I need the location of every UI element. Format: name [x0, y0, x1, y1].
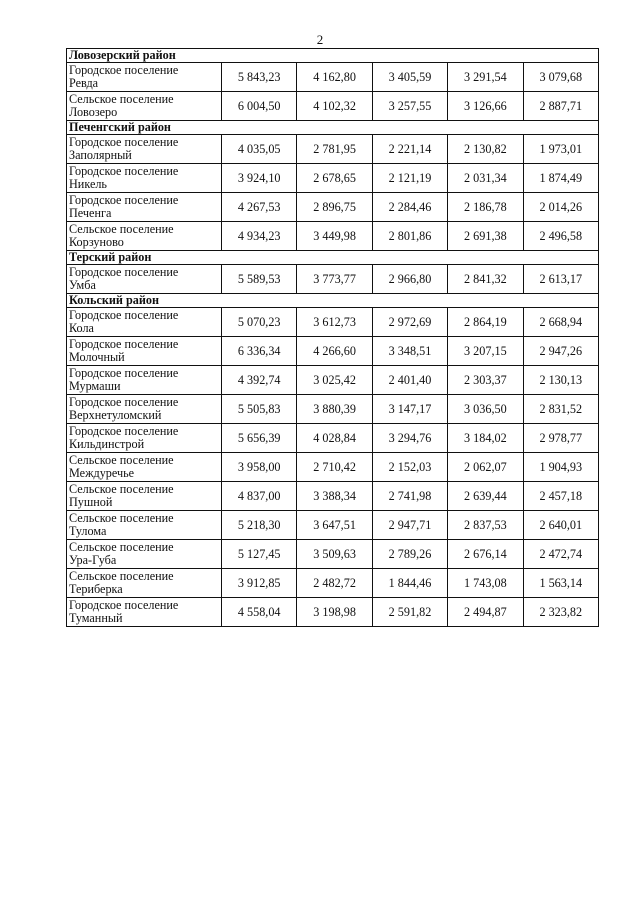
value-cell: 4 266,60 [297, 337, 372, 366]
settlement-name: Умба [69, 278, 96, 292]
value-cell: 2 801,86 [372, 222, 447, 251]
value-cell: 3 449,98 [297, 222, 372, 251]
value-cell: 4 162,80 [297, 63, 372, 92]
value-cell: 1 844,46 [372, 569, 447, 598]
value-cell: 2 639,44 [448, 482, 523, 511]
value-cell: 2 668,94 [523, 308, 598, 337]
value-cell: 2 676,14 [448, 540, 523, 569]
settlement-cell [67, 222, 222, 251]
district-name: Терский район [67, 251, 599, 265]
value-cell: 3 294,76 [372, 424, 447, 453]
settlements-table [66, 48, 599, 627]
value-cell: 2 613,17 [523, 265, 598, 294]
settlement-name: Мурмаши [69, 379, 121, 393]
value-cell: 2 130,13 [523, 366, 598, 395]
settlement-type: Городское поселение [69, 366, 179, 380]
table-row [67, 424, 599, 453]
settlement-cell [67, 453, 222, 482]
settlement-cell [67, 92, 222, 121]
settlement-cell [67, 164, 222, 193]
district-header-row [67, 251, 599, 265]
value-cell: 2 789,26 [372, 540, 447, 569]
settlement-cell [67, 424, 222, 453]
table-row [67, 511, 599, 540]
settlement-name: Пушной [69, 495, 113, 509]
table-row [67, 453, 599, 482]
table-body [67, 49, 599, 627]
value-cell: 2 972,69 [372, 308, 447, 337]
value-cell: 4 035,05 [222, 135, 297, 164]
value-cell: 2 031,34 [448, 164, 523, 193]
value-cell: 2 303,37 [448, 366, 523, 395]
settlement-type: Сельское поселение [69, 453, 174, 467]
value-cell: 5 656,39 [222, 424, 297, 453]
table-row [67, 135, 599, 164]
value-cell: 3 647,51 [297, 511, 372, 540]
value-cell: 2 591,82 [372, 598, 447, 627]
settlement-cell [67, 482, 222, 511]
settlement-type: Городское поселение [69, 395, 179, 409]
value-cell: 2 401,40 [372, 366, 447, 395]
value-cell: 2 130,82 [448, 135, 523, 164]
value-cell: 3 912,85 [222, 569, 297, 598]
settlement-name: Заполярный [69, 148, 132, 162]
settlement-cell [67, 337, 222, 366]
district-header-row [67, 121, 599, 135]
settlement-name: Ура-Губа [69, 553, 117, 567]
settlement-type: Сельское поселение [69, 569, 174, 583]
value-cell: 3 773,77 [297, 265, 372, 294]
value-cell: 2 864,19 [448, 308, 523, 337]
value-cell: 2 640,01 [523, 511, 598, 540]
value-cell: 3 405,59 [372, 63, 447, 92]
value-cell: 4 102,32 [297, 92, 372, 121]
value-cell: 2 691,38 [448, 222, 523, 251]
value-cell: 3 025,42 [297, 366, 372, 395]
settlement-type: Сельское поселение [69, 92, 174, 106]
value-cell: 2 121,19 [372, 164, 447, 193]
settlement-cell [67, 63, 222, 92]
value-cell: 2 014,26 [523, 193, 598, 222]
settlement-name: Ревда [69, 76, 99, 90]
value-cell: 2 947,26 [523, 337, 598, 366]
table-row [67, 164, 599, 193]
settlement-name: Молочный [69, 350, 125, 364]
value-cell: 5 070,23 [222, 308, 297, 337]
settlement-name: Териберка [69, 582, 123, 596]
value-cell: 5 127,45 [222, 540, 297, 569]
value-cell: 2 482,72 [297, 569, 372, 598]
value-cell: 2 837,53 [448, 511, 523, 540]
value-cell: 3 880,39 [297, 395, 372, 424]
value-cell: 1 973,01 [523, 135, 598, 164]
value-cell: 3 036,50 [448, 395, 523, 424]
settlement-type: Городское поселение [69, 63, 179, 77]
value-cell: 2 323,82 [523, 598, 598, 627]
settlement-type: Сельское поселение [69, 511, 174, 525]
value-cell: 1 874,49 [523, 164, 598, 193]
value-cell: 2 284,46 [372, 193, 447, 222]
value-cell: 2 494,87 [448, 598, 523, 627]
settlement-type: Сельское поселение [69, 482, 174, 496]
value-cell: 2 841,32 [448, 265, 523, 294]
table-row [67, 598, 599, 627]
table-row [67, 308, 599, 337]
settlement-type: Городское поселение [69, 308, 179, 322]
value-cell: 1 563,14 [523, 569, 598, 598]
value-cell: 2 496,58 [523, 222, 598, 251]
value-cell: 1 743,08 [448, 569, 523, 598]
value-cell: 4 837,00 [222, 482, 297, 511]
table-row [67, 540, 599, 569]
value-cell: 2 831,52 [523, 395, 598, 424]
settlement-name: Междуречье [69, 466, 135, 480]
table-row [67, 337, 599, 366]
settlement-name: Корзуново [69, 235, 124, 249]
district-header-row [67, 294, 599, 308]
value-cell: 3 257,55 [372, 92, 447, 121]
value-cell: 5 505,83 [222, 395, 297, 424]
settlement-type: Городское поселение [69, 265, 179, 279]
value-cell: 4 558,04 [222, 598, 297, 627]
value-cell: 2 457,18 [523, 482, 598, 511]
value-cell: 3 184,02 [448, 424, 523, 453]
value-cell: 2 887,71 [523, 92, 598, 121]
table-row [67, 193, 599, 222]
settlement-name: Верхнетуломский [69, 408, 162, 422]
settlement-type: Сельское поселение [69, 540, 174, 554]
district-name: Печенгский район [67, 121, 599, 135]
value-cell: 2 472,74 [523, 540, 598, 569]
settlement-name: Кола [69, 321, 94, 335]
value-cell: 2 152,03 [372, 453, 447, 482]
value-cell: 2 741,98 [372, 482, 447, 511]
settlement-type: Городское поселение [69, 164, 179, 178]
value-cell: 3 291,54 [448, 63, 523, 92]
value-cell: 3 388,34 [297, 482, 372, 511]
settlement-cell [67, 569, 222, 598]
settlement-name: Никель [69, 177, 107, 191]
settlement-cell [67, 598, 222, 627]
page-number: 2 [316, 32, 324, 47]
value-cell: 3 147,17 [372, 395, 447, 424]
value-cell: 3 348,51 [372, 337, 447, 366]
settlement-type: Городское поселение [69, 135, 179, 149]
value-cell: 2 781,95 [297, 135, 372, 164]
value-cell: 2 221,14 [372, 135, 447, 164]
settlement-name: Печенга [69, 206, 112, 220]
value-cell: 3 207,15 [448, 337, 523, 366]
settlement-type: Городское поселение [69, 337, 179, 351]
table-row [67, 92, 599, 121]
settlement-type: Сельское поселение [69, 222, 174, 236]
value-cell: 3 924,10 [222, 164, 297, 193]
settlement-cell [67, 135, 222, 164]
settlement-name: Туманный [69, 611, 123, 625]
settlement-name: Кильдинстрой [69, 437, 145, 451]
value-cell: 4 934,23 [222, 222, 297, 251]
value-cell: 6 004,50 [222, 92, 297, 121]
settlement-cell [67, 193, 222, 222]
value-cell: 3 126,66 [448, 92, 523, 121]
settlement-cell [67, 265, 222, 294]
value-cell: 2 966,80 [372, 265, 447, 294]
value-cell: 4 267,53 [222, 193, 297, 222]
district-header-row [67, 49, 599, 63]
settlement-type: Городское поселение [69, 424, 179, 438]
settlement-cell [67, 308, 222, 337]
district-name: Ловозерский район [67, 49, 599, 63]
settlement-type: Городское поселение [69, 193, 179, 207]
value-cell: 2 678,65 [297, 164, 372, 193]
value-cell: 3 958,00 [222, 453, 297, 482]
value-cell: 3 198,98 [297, 598, 372, 627]
value-cell: 5 589,53 [222, 265, 297, 294]
table-row [67, 63, 599, 92]
settlement-name: Тулома [69, 524, 107, 538]
settlement-cell [67, 366, 222, 395]
settlement-cell [67, 511, 222, 540]
value-cell: 2 710,42 [297, 453, 372, 482]
table-row [67, 569, 599, 598]
value-cell: 4 392,74 [222, 366, 297, 395]
value-cell: 2 978,77 [523, 424, 598, 453]
settlement-cell [67, 540, 222, 569]
district-name: Кольский район [67, 294, 599, 308]
value-cell: 4 028,84 [297, 424, 372, 453]
value-cell: 1 904,93 [523, 453, 598, 482]
settlement-type: Городское поселение [69, 598, 179, 612]
value-cell: 5 218,30 [222, 511, 297, 540]
settlement-cell [67, 395, 222, 424]
value-cell: 6 336,34 [222, 337, 297, 366]
value-cell: 3 079,68 [523, 63, 598, 92]
settlement-name: Ловозеро [69, 105, 118, 119]
table-row [67, 265, 599, 294]
table-row [67, 366, 599, 395]
table-row [67, 222, 599, 251]
value-cell: 2 062,07 [448, 453, 523, 482]
table-row [67, 482, 599, 511]
value-cell: 3 509,63 [297, 540, 372, 569]
value-cell: 3 612,73 [297, 308, 372, 337]
table-row [67, 395, 599, 424]
value-cell: 2 896,75 [297, 193, 372, 222]
value-cell: 2 947,71 [372, 511, 447, 540]
value-cell: 2 186,78 [448, 193, 523, 222]
value-cell: 5 843,23 [222, 63, 297, 92]
